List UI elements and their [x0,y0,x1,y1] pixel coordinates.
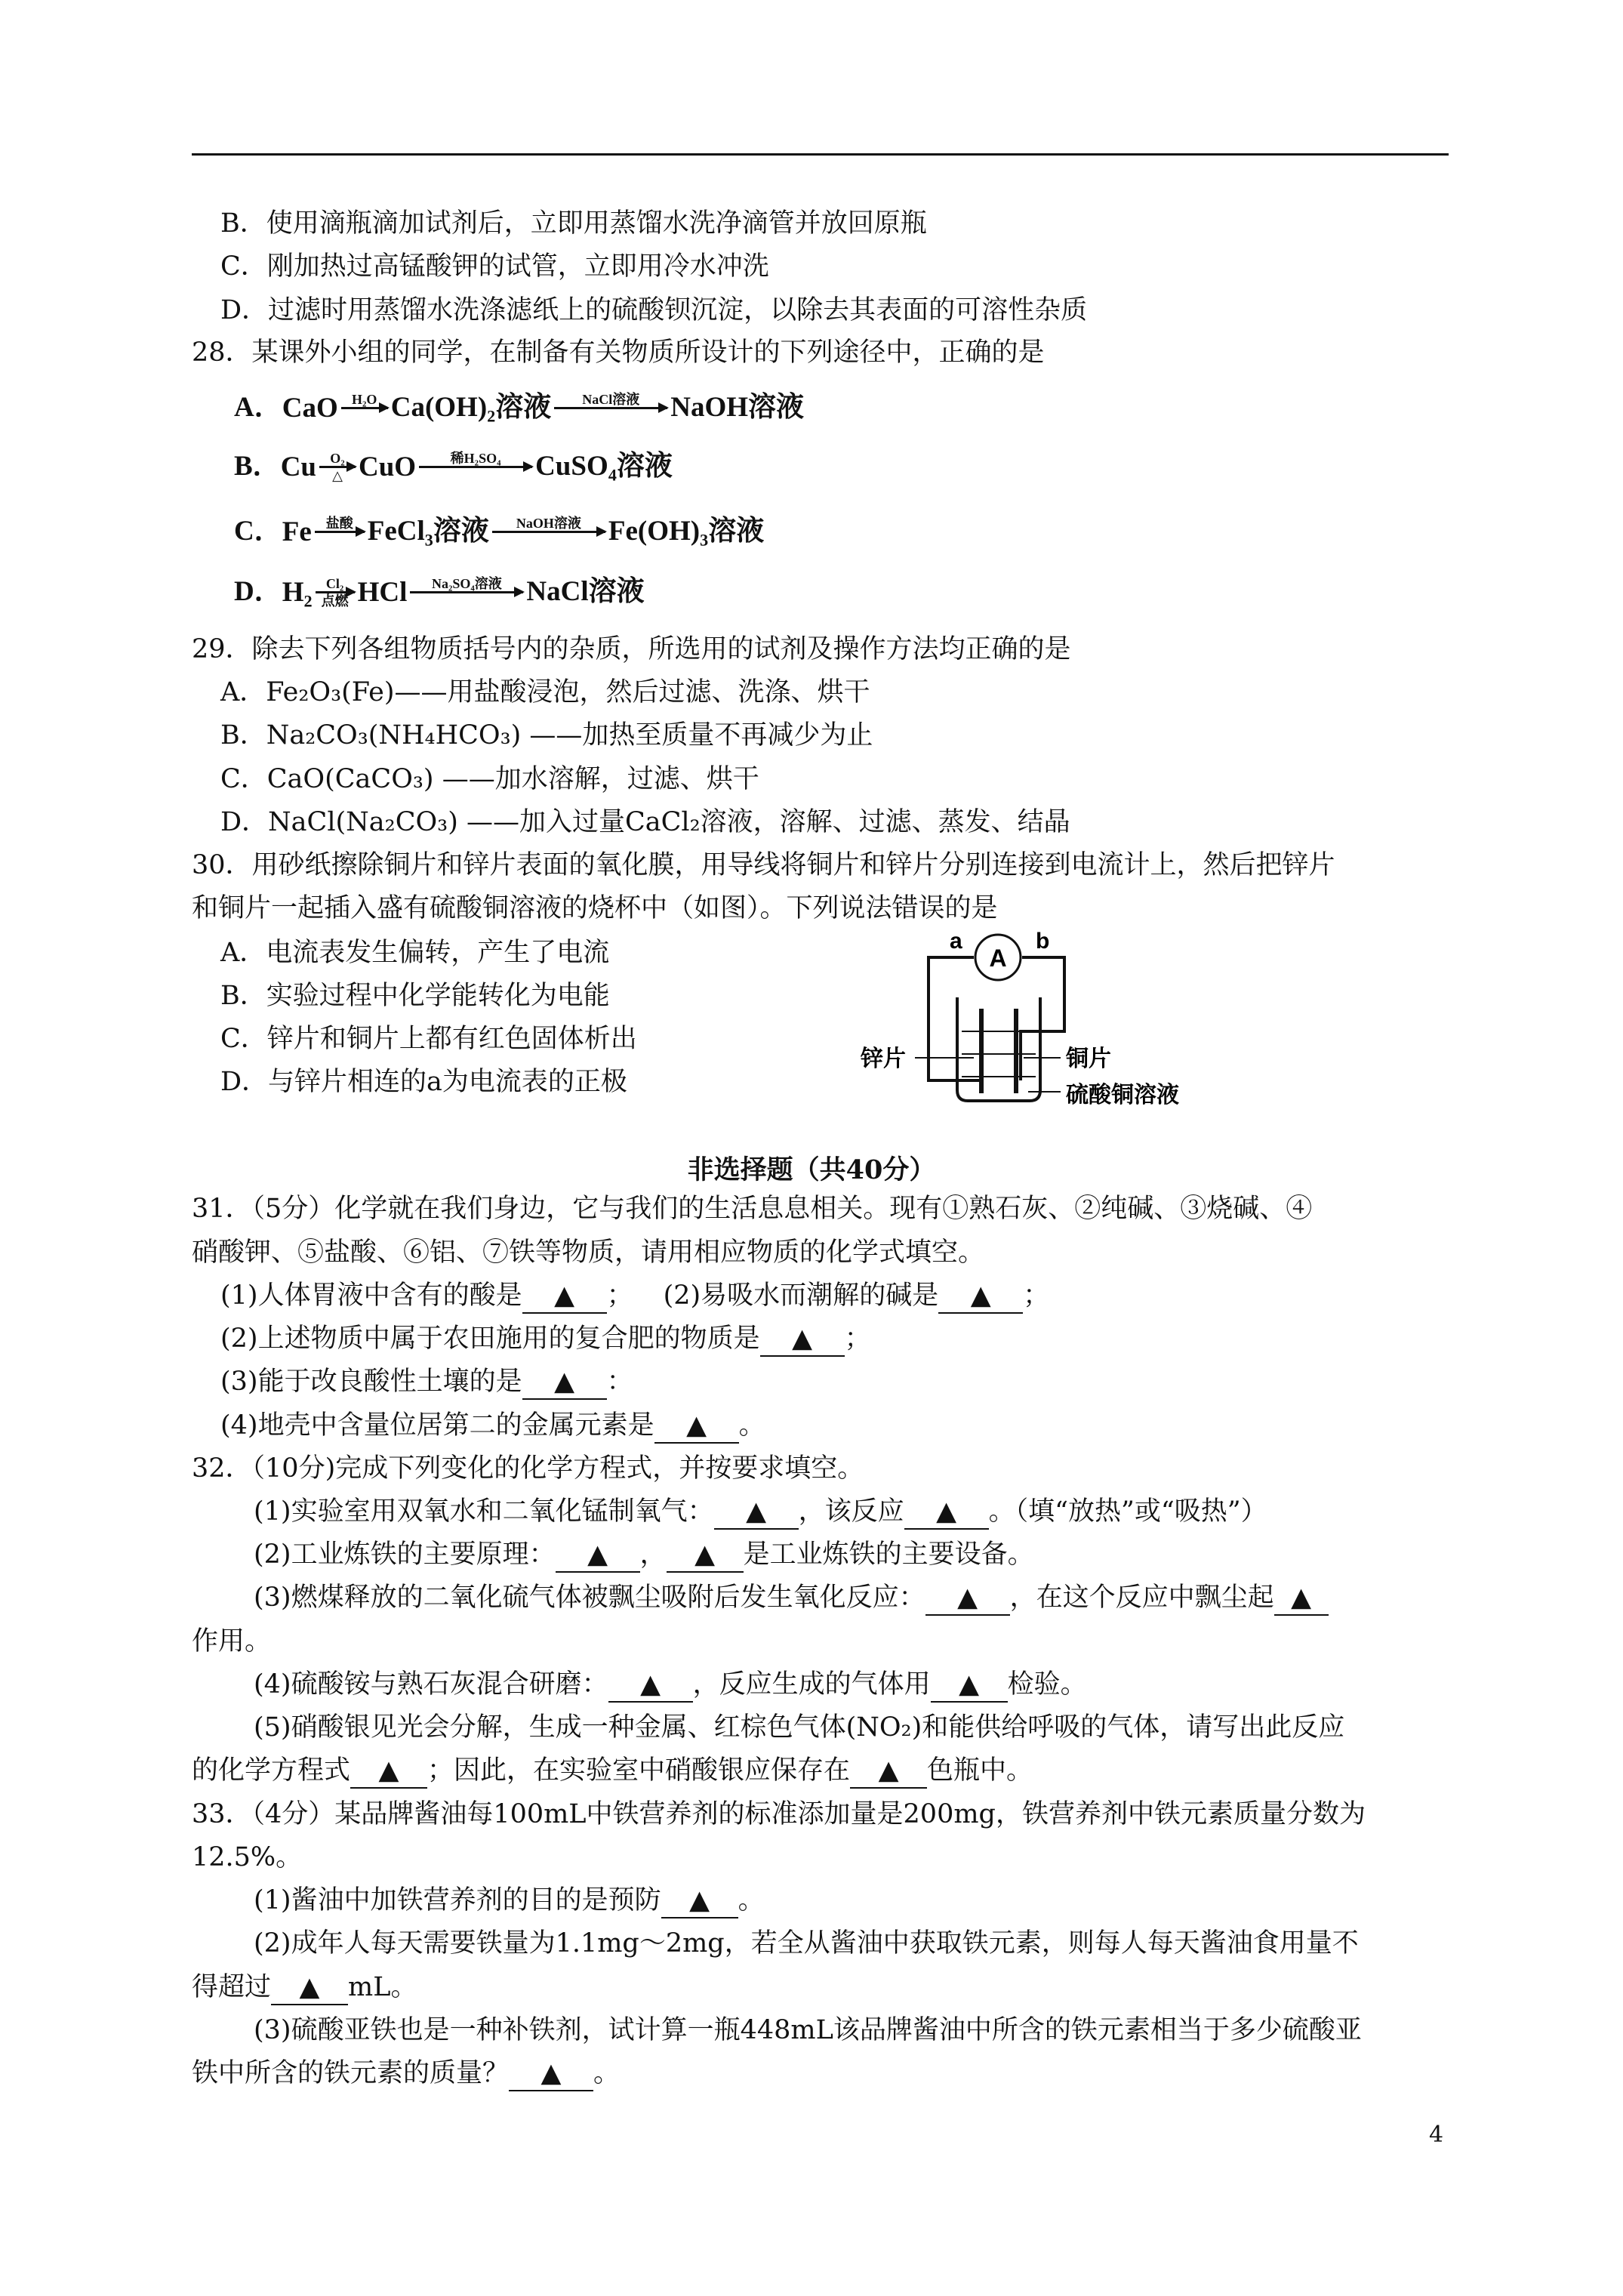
q28-c-s1: Fe [282,516,312,547]
q32-p1-text2: ，该反应 [798,1496,904,1527]
q32-part1 [254,1495,1267,1530]
q28-option-d [234,559,645,609]
q28-a-label: A． [234,392,282,423]
q28-option-a [234,374,804,424]
answer-blank[interactable]: ▲ [760,1322,845,1357]
q33-p1-text: (1)酱油中加铁营养剂的目的是预防 [254,1885,661,1915]
q33-part2: (2)成年人每天需要铁量为1.1mg～2mg，若全从酱油中获取铁元素，则每人每天酱油食用量不 [254,1928,1359,1959]
q29-option-c: C．CaO(CaCO₃) ——加水溶解，过滤、烘干 [220,764,759,794]
q32-part2 [254,1538,1034,1573]
reaction-arrow [492,516,605,548]
q33-p3-text: 铁中所含的铁元素的质量？ [192,2058,510,2088]
q28-b-cond1b: △ [332,468,343,483]
q32-p5-text3: 色瓶中。 [927,1755,1033,1786]
zinc-label: 锌片 [861,1046,906,1072]
q28-d-s2: HCl [357,577,408,608]
q28-c-cond2: NaOH溶液 [516,516,581,531]
q31-sub3 [220,1365,633,1400]
q32-part3 [254,1581,1329,1616]
q30-option-c: C．锌片和铜片上都有红色固体析出 [220,1024,637,1054]
answer-blank[interactable]: ▲ [271,1971,348,2005]
q28-c-s3: Fe(OH)₃溶液 [608,516,765,547]
answer-blank[interactable]: ▲ [350,1754,427,1789]
q28-d-cond1: Cl₂ [325,576,344,591]
ammeter-symbol: A [989,945,1007,972]
answer-blank[interactable]: ▲ [904,1495,989,1530]
q30-option-b: B．实验过程中化学能转化为电能 [220,981,610,1011]
q31-line1: 31．（5分）化学就在我们身边，它与我们的生活息息相关。现有①熟石灰、②纯碱、③烧碱、④ [192,1194,1313,1224]
q33-line2: 12.5%。 [192,1842,303,1872]
q30-stem-line2: 和铜片一起插入盛有硫酸铜溶液的烧杯中（如图）。下列说法错误的是 [192,893,998,923]
q32-p1-text: (1)实验室用双氧水和二氧化锰制氧气： [254,1496,714,1527]
galvanic-cell-figure [861,926,1223,1114]
answer-blank[interactable]: ▲ [654,1409,739,1444]
reaction-arrow [315,516,365,548]
q28-d-s1: H₂ [282,577,313,608]
q28-a-s1: CaO [282,393,338,424]
q30-stem-line1: 30．用砂纸擦除铜片和锌片表面的氧化膜，用导线将铜片和锌片分别连接到电流计上，然后把锌片 [192,850,1335,880]
q28-d-cond1b: 点燃 [321,593,349,609]
q32-part5-cont [192,1754,1033,1789]
q28-c-cond1: 盐酸 [325,516,353,531]
q32-p5-text: 的化学方程式 [192,1755,351,1786]
answer-blank[interactable]: ▲ [522,1279,607,1314]
q29-stem: 29．除去下列各组物质括号内的杂质，所选用的试剂及操作方法均正确的是 [192,634,1071,664]
q31-s1-punct: ； [606,1281,633,1311]
answer-blank[interactable]: ▲ [925,1581,1010,1616]
q28-option-c [234,498,764,548]
q28-stem: 28．某课外小组的同学，在制备有关物质所设计的下列途径中，正确的是 [192,337,1045,368]
copper-label: 铜片 [1066,1046,1111,1072]
answer-blank[interactable]: ▲ [1274,1581,1329,1616]
reaction-arrow [341,392,388,424]
q28-c-label: C． [234,516,282,547]
q31-s1-text: (1)人体胃液中含有的酸是 [220,1281,522,1311]
q28-option-b [234,433,673,483]
q27-option-c: C．刚加热过高锰酸钾的试管，立即用冷水冲洗 [220,251,769,282]
q31-line2: 硝酸钾、⑤盐酸、⑥铝、⑦铁等物质，请用相应物质的化学式填空。 [192,1237,985,1268]
q27-option-d: D．过滤时用蒸馏水洗涤滤纸上的硫酸钡沉淀，以除去其表面的可溶性杂质 [220,295,1088,325]
q33-p2-unit: mL。 [348,1972,417,2002]
q31-s2b-punct: ； [844,1324,871,1354]
q32-p4-text: (4)硫酸铵与熟石灰混合研磨： [254,1669,608,1700]
terminal-b-label: b [1036,929,1050,954]
q32-p2-text3: 是工业炼铁的主要设备。 [743,1539,1034,1570]
q32-p1-text3: 。（填“放热”或“吸热”） [988,1496,1267,1527]
q28-a-cond2: NaCl溶液 [582,392,640,407]
q27-option-b: B．使用滴瓶滴加试剂后，立即用蒸馏水洗净滴管并放回原瓶 [220,208,927,239]
answer-blank[interactable]: ▲ [509,2057,593,2091]
q32-stem: 32．（10分)完成下列变化的化学方程式，并按要求填空。 [192,1453,864,1484]
answer-blank[interactable]: ▲ [714,1495,799,1530]
q28-b-s3: CuSO₄溶液 [535,451,673,482]
answer-blank[interactable]: ▲ [556,1538,640,1573]
q32-p5-text2: ；因此，在实验室中硝酸银应保存在 [427,1755,851,1786]
reaction-arrow [554,392,667,424]
q28-b-cond1: O₂ [330,451,345,466]
q32-p3-text2: ，在这个反应中飘尘起 [1009,1583,1274,1613]
terminal-a-label: a [950,929,962,954]
reaction-arrow [419,451,532,483]
q28-d-label: D． [234,576,282,607]
q32-p4-text2: ，反应生成的气体用 [692,1669,931,1700]
q31-s2-text: (2)易吸水而潮解的碱是 [663,1281,939,1311]
q31-s2b-text: (2)上述物质中属于农田施用的复合肥的物质是 [220,1324,760,1354]
q32-p2-text: (2)工业炼铁的主要原理： [254,1539,556,1570]
q29-option-d: D．NaCl(Na₂CO₃) ——加入过量CaCl₂溶液，溶解、过滤、蒸发、结晶 [220,807,1070,837]
section-title: 非选择题（共40分） [687,1154,936,1185]
q33-part1 [254,1884,765,1918]
q32-part5: (5)硝酸银见光会分解，生成一种金属、红棕色气体(NO₂)和能供给呼吸的气体，请写出此反应 [254,1712,1345,1743]
q32-part3-cont: 作用。 [192,1626,272,1657]
q31-s4-punct: 。 [738,1410,765,1441]
q33-part2-cont [192,1971,417,2005]
answer-blank[interactable]: ▲ [522,1365,607,1400]
reaction-arrow [410,576,523,609]
q28-a-cond1: H₂O [352,392,377,407]
answer-blank[interactable]: ▲ [850,1754,927,1789]
q33-p2-text: 得超过 [192,1972,272,2002]
header-rule [192,153,1449,156]
answer-blank[interactable]: ▲ [931,1668,1008,1703]
q28-b-s2: CuO [359,451,417,482]
reaction-arrow [319,451,356,483]
q32-p4-text3: 检验。 [1007,1669,1087,1700]
q31-sub2 [220,1322,871,1357]
q32-p2-text2: ， [639,1539,667,1570]
q28-a-s3: NaOH溶液 [670,392,805,423]
q28-a-s2: Ca(OH)₂溶液 [390,392,552,423]
q28-d-s3: NaCl溶液 [526,576,645,607]
q32-p3-text: (3)燃煤释放的二氧化硫气体被飘尘吸附后发生氧化反应： [254,1583,925,1613]
q31-s4-text: (4)地壳中含量位居第二的金属元素是 [220,1410,654,1441]
answer-blank[interactable]: ▲ [608,1668,693,1703]
q31-s2-punct: ； [1023,1281,1050,1311]
q28-b-label: B． [234,451,281,482]
reaction-arrow [316,576,355,609]
q33-part3-cont [192,2057,620,2091]
q30-option-a: A．电流表发生偏转，产生了电流 [220,938,610,968]
page-number: 4 [1429,2122,1444,2148]
q31-sub1 [220,1279,1049,1314]
q28-b-s1: Cu [280,451,316,482]
answer-blank[interactable]: ▲ [667,1538,744,1573]
q31-s3-punct: ： [606,1367,633,1397]
solution-label: 硫酸铜溶液 [1066,1082,1179,1108]
q29-option-a: A．Fe₂O₃(Fe)——用盐酸浸泡，然后过滤、洗涤、烘干 [220,677,870,707]
q28-b-cond2: 稀H₂SO₄ [450,451,501,466]
q30-option-d: D．与锌片相连的a为电流表的正极 [220,1067,627,1097]
q29-option-b: B．Na₂CO₃(NH₄HCO₃) ——加热至质量不再减少为止 [220,720,873,750]
q28-c-s2: FeCl₃溶液 [367,516,489,547]
q32-part4 [254,1668,1087,1703]
answer-blank[interactable]: ▲ [938,1279,1023,1314]
q28-d-cond2: Na₂SO₄溶液 [431,576,502,591]
q33-part3: (3)硫酸亚铁也是一种补铁剂，试计算一瓶448mL该品牌酱油中所含的铁元素相当于多少硫酸亚 [254,2015,1362,2045]
q33-line1: 33．（4分）某品牌酱油每100mL中铁营养剂的标准添加量是200mg，铁营养剂中铁元素质量分数为 [192,1799,1366,1829]
q33-p3-punct: 。 [593,2058,621,2088]
q33-p1-punct: 。 [738,1885,765,1915]
q31-sub4 [220,1409,765,1444]
q31-s3-text: (3)能于改良酸性土壤的是 [220,1367,522,1397]
answer-blank[interactable]: ▲ [661,1884,738,1918]
